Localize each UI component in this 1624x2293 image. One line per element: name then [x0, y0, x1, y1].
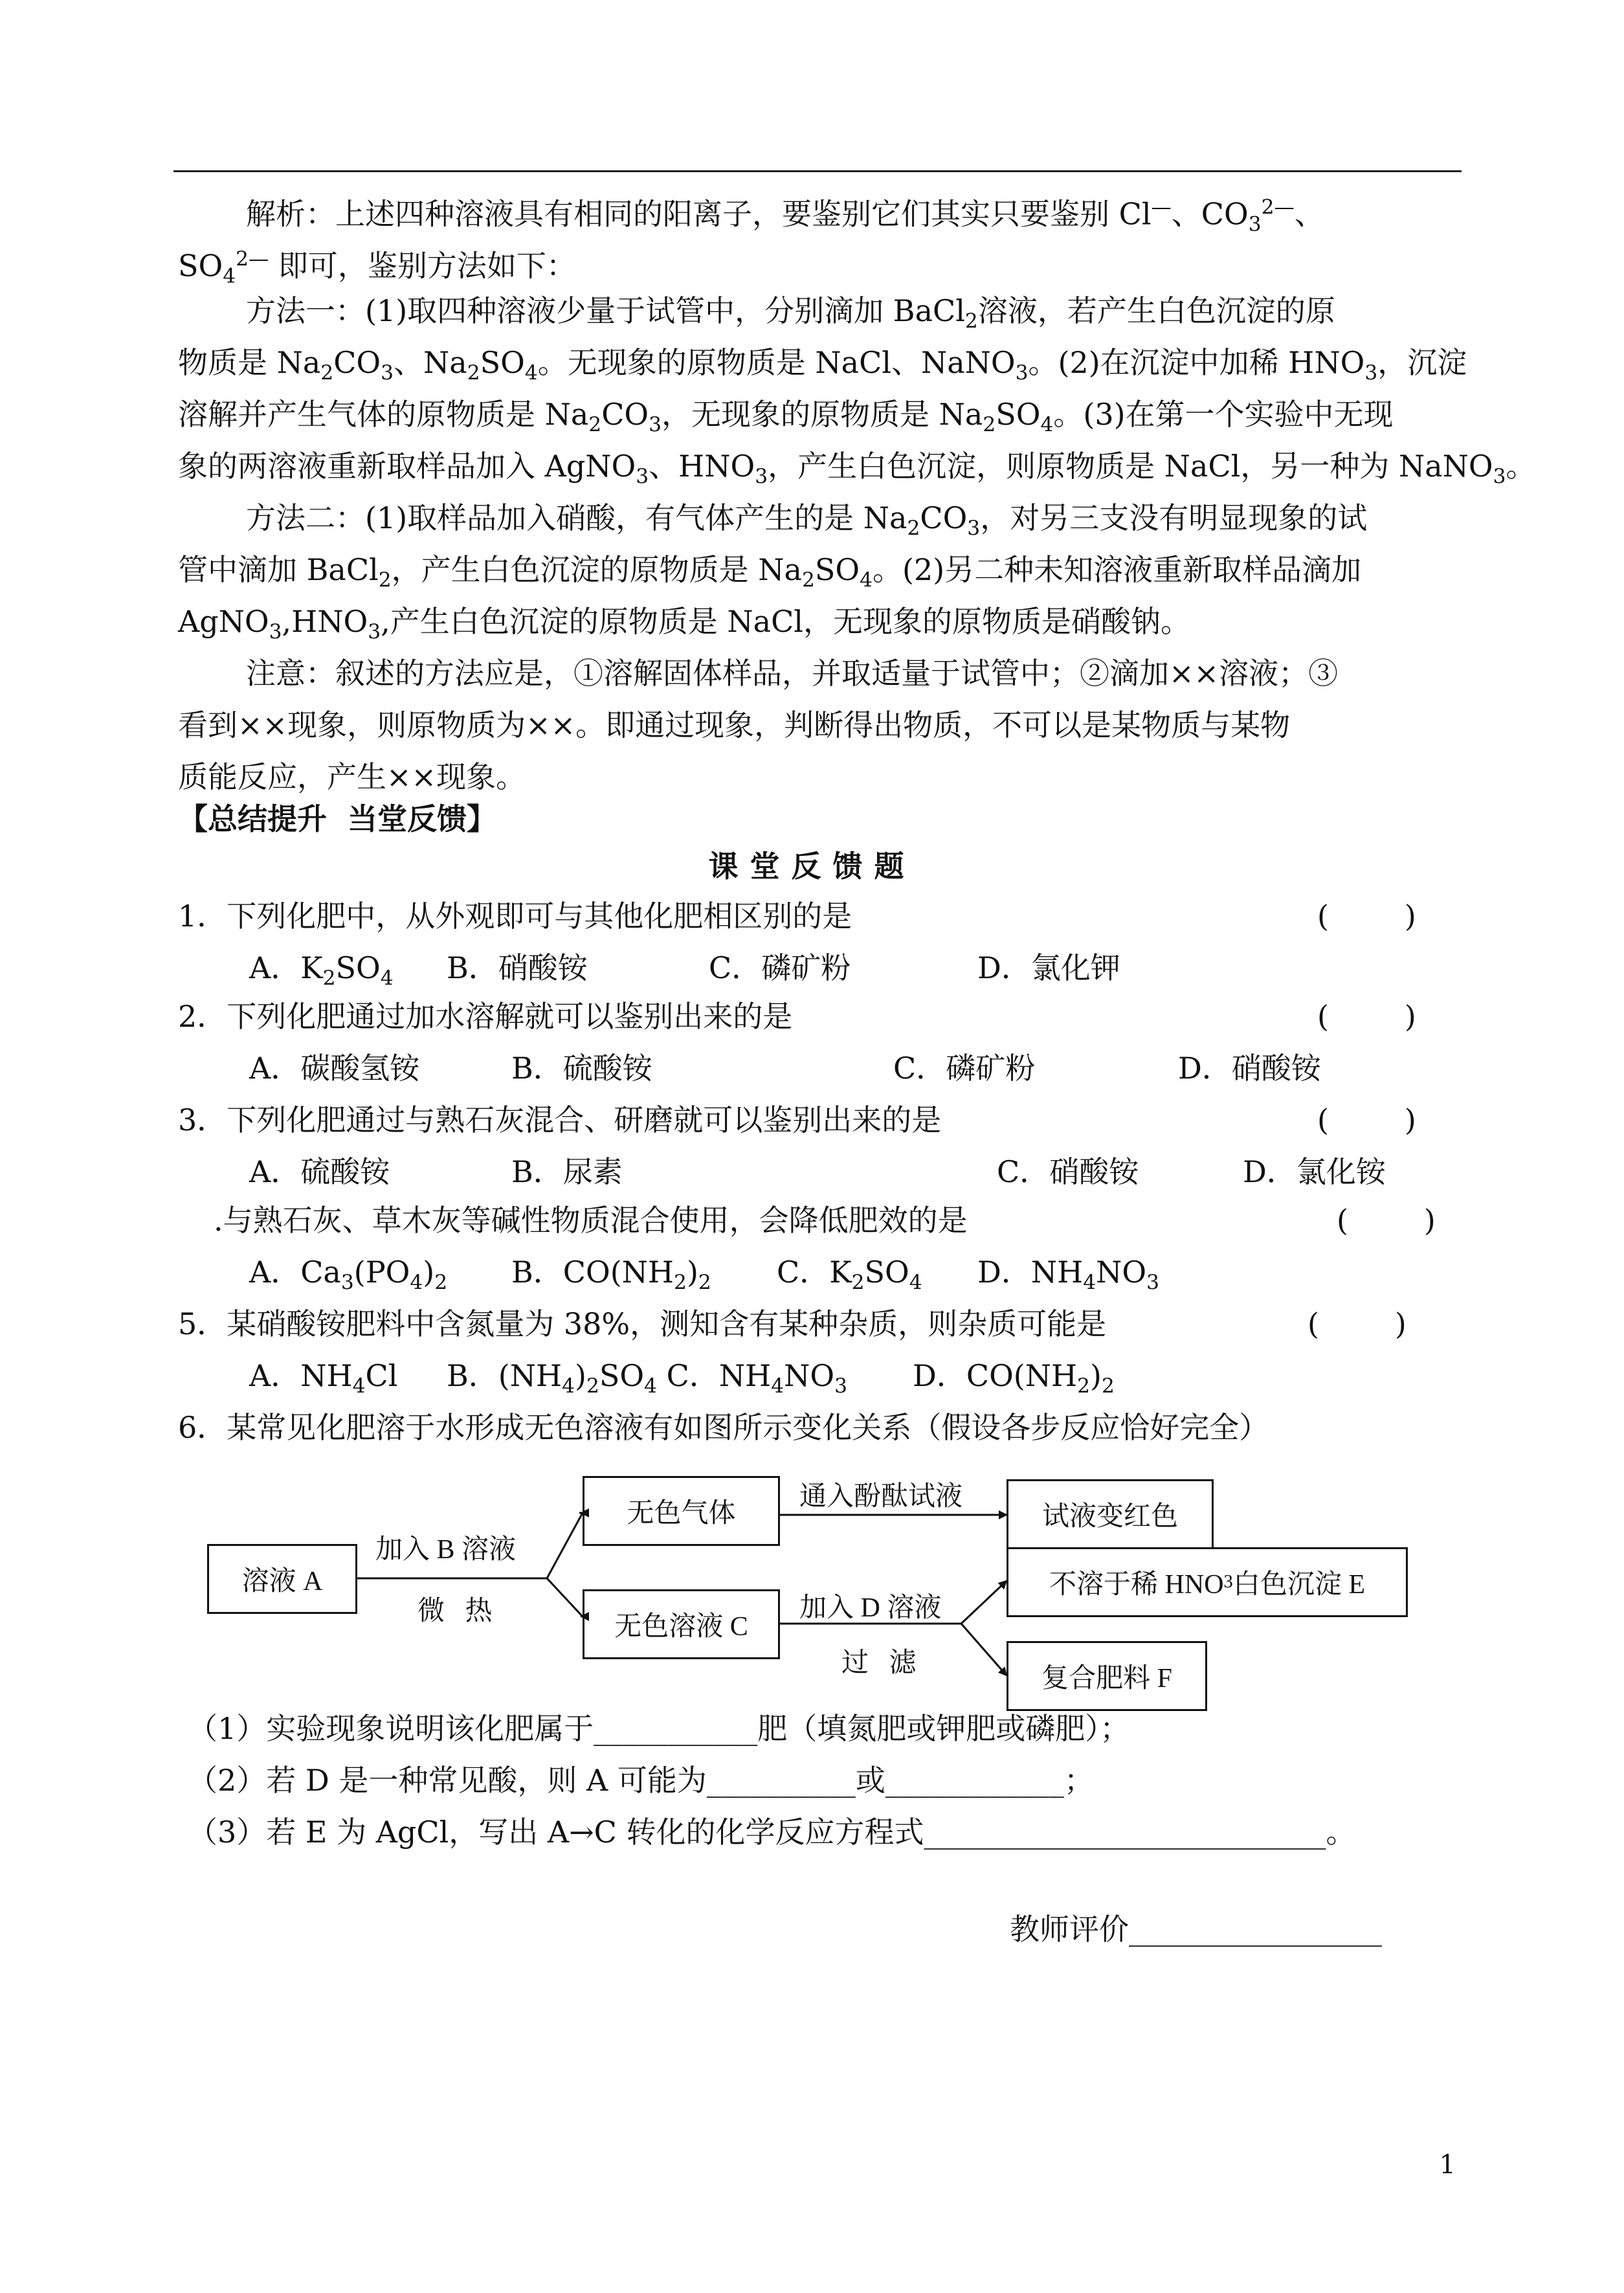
arrow-to-fertilizer [961, 1624, 1007, 1675]
method1-line-3: 溶解并产生气体的原物质是 $Na_2CO_3$，无现象的原物质是 $Na_2SO_4$。(3)在第一个实验中无现 [178, 397, 1394, 437]
question-4-option-d: D．$NH_4NO_3$ [977, 1255, 1160, 1295]
section-heading: 【总结提升 当堂反馈】 [178, 801, 497, 836]
question-4: .与熟石灰、草木灰等碱性物质混合使用，会降低肥效的是 [214, 1203, 968, 1238]
question-1-option-a: A．$K_2SO_4$ [249, 950, 394, 990]
method2-line-2: 管中滴加 BaCl$_2$，产生白色沉淀的原物质是 $Na_2SO_4$。(2)另二种未知溶液重新取样品滴加 [178, 552, 1362, 592]
label-phenolphthalein: 通入酚酞试液 [799, 1482, 963, 1512]
question-4-option-a: A．$Ca_3(PO_4)_2$ [249, 1255, 448, 1295]
box-turns-red: 试液变红色 [1007, 1479, 1214, 1549]
box-compound-fertilizer-f: 复合肥料 F [1007, 1641, 1207, 1711]
label-add-b: 加入 B 溶液 [375, 1535, 517, 1565]
answer-paren-4: ( ) [1337, 1203, 1436, 1238]
fill-question-3: （3）若 E 为 AgCl，写出 A→C 转化的化学反应方程式___________________________。 [188, 1815, 1356, 1850]
fill-question-2: （2）若 D 是一种常见酸，则 A 可能为__________或____________； [188, 1763, 1094, 1798]
method2-line-3: $AgNO_3,HNO_3$,产生白色沉淀的原物质是 NaCl，无现象的原物质是硝酸钠。 [178, 604, 1190, 644]
question-2: 2．下列化肥通过加水溶解就可以鉴别出来的是 [178, 999, 793, 1034]
question-4-option-b: B．$CO(NH_2)_2$ [511, 1255, 711, 1295]
question-2-option-d: D．硝酸铵 [1178, 1051, 1321, 1086]
question-4-option-c: C．$K_2SO_4$ [777, 1255, 922, 1295]
question-2-option-b: B．硫酸铵 [511, 1051, 652, 1086]
question-6: 6．某常见化肥溶于水形成无色溶液有如图所示变化关系（假设各步反应恰好完全） [178, 1410, 1269, 1445]
answer-paren-5: ( ) [1307, 1306, 1407, 1341]
analysis-line-2: $SO_4^{2—}$ 即可，鉴别方法如下： [178, 247, 576, 288]
line-split-up [547, 1513, 583, 1578]
page-number: 1 [1439, 2150, 1456, 2180]
reaction-diagram [194, 1463, 1424, 1722]
method1-line-4: 象的两溶液重新取样品加入 AgNO$_3$、$HNO_3$，产生白色沉淀，则原物质是 NaCl，另一种为 NaNO$_3$。 [178, 449, 1536, 489]
question-3-option-c: C．硝酸铵 [997, 1154, 1139, 1189]
fill-question-1: （1）实验现象说明该化肥属于___________肥（填氮肥或钾肥或磷肥）； [188, 1711, 1130, 1746]
note-line-2: 看到××现象，则原物质为××。即通过现象，判断得出物质，不可以是某物质与某物 [178, 708, 1291, 743]
question-3: 3．下列化肥通过与熟石灰混合、研磨就可以鉴别出来的是 [178, 1102, 942, 1137]
note-line-1: 注意：叙述的方法应是，①溶解固体样品，并取适量于试管中；②滴加××溶液；③ [246, 656, 1339, 691]
analysis-line-1: 解析：上述四种溶液具有相同的阳离子，要鉴别它们其实只要鉴别 Cl—、$CO_3^{2—}$、 [246, 196, 1324, 236]
line-split-down [547, 1578, 583, 1616]
question-5-option-b: B．$(NH_4)_2SO_4$ C．$NH_4NO_3$ [447, 1358, 847, 1398]
question-1-option-c: C．磷矿粉 [709, 950, 851, 985]
method1-line-1: 方法一：(1)取四种溶液少量于试管中，分别滴加 BaCl$_2$溶液，若产生白色沉淀的原 [246, 293, 1335, 333]
box-white-precipitate-e: 不溶于稀 HNO 3 白色沉淀 E [1007, 1547, 1408, 1617]
label-heat: 微 热 [417, 1596, 493, 1626]
question-5-option-d: D．$CO(NH_2)_2$ [913, 1358, 1115, 1398]
method2-line-1: 方法二：(1)取样品加入硝酸，有气体产生的是 $Na_2CO_3$，对另三支没有明显现象的试 [246, 500, 1368, 541]
question-2-option-c: C．磷矿粉 [893, 1051, 1036, 1086]
question-3-option-b: B．尿素 [511, 1154, 623, 1189]
answer-paren-2: ( ) [1317, 999, 1416, 1034]
box-solution-a: 溶液 A [207, 1544, 357, 1614]
box-colorless-gas: 无色气体 [583, 1476, 780, 1546]
question-5: 5．某硝酸铵肥料中含氮量为 38%，测知含有某种杂质，则杂质可能是 [178, 1306, 1107, 1341]
question-3-option-a: A．硫酸铵 [249, 1154, 390, 1189]
method1-line-2: 物质是 $Na_2CO_3$、$Na_2SO_4$。无现象的原物质是 NaCl、NaNO$_3$。(2)在沉淀中加稀 $HNO_3$，沉淀 [178, 345, 1467, 385]
label-add-d: 加入 D 溶液 [799, 1593, 942, 1623]
question-5-option-a: A．$NH_4Cl$ [249, 1358, 398, 1398]
feedback-title: 课堂反馈题 [708, 849, 916, 884]
header-rule [173, 170, 1462, 172]
answer-paren-3: ( ) [1317, 1102, 1416, 1137]
teacher-evaluation: 教师评价_________________ [1010, 1912, 1382, 1947]
question-1-option-d: D．氯化钾 [977, 950, 1120, 985]
question-1: 1．下列化肥中，从外观即可与其他化肥相区别的是 [178, 899, 852, 934]
question-1-option-b: B．硝酸铵 [447, 950, 588, 985]
arrow-to-precipitate [961, 1581, 1007, 1624]
question-3-option-d: D．氯化铵 [1243, 1154, 1386, 1189]
question-2-option-a: A．碳酸氢铵 [249, 1051, 420, 1086]
box-colorless-solution-c: 无色溶液 C [583, 1589, 780, 1659]
answer-paren-1: ( ) [1317, 899, 1416, 934]
note-line-3: 质能反应，产生××现象。 [178, 759, 526, 794]
label-filter: 过 滤 [841, 1648, 917, 1678]
